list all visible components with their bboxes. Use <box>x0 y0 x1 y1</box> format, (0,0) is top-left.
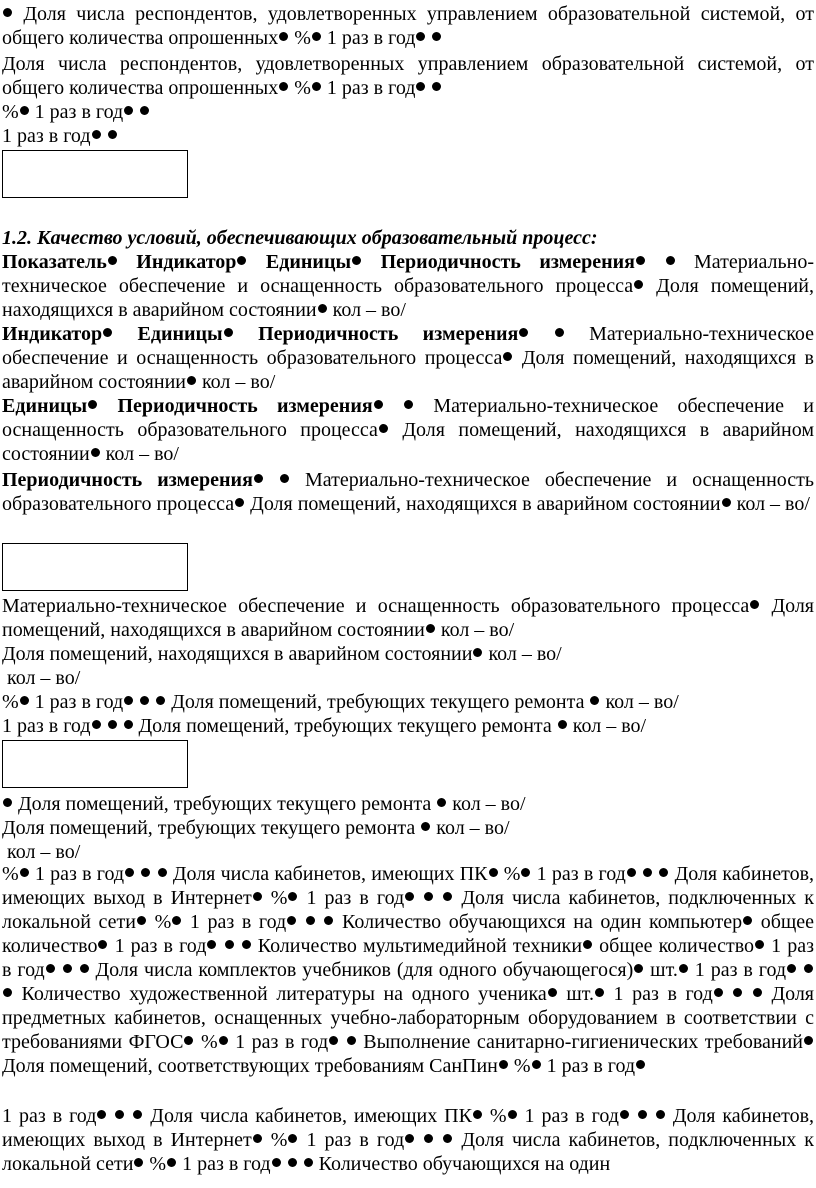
bullet-dot <box>489 868 498 877</box>
bullet-dot <box>167 1158 176 1167</box>
paragraph-16: кол – во/ <box>2 841 81 863</box>
bullet-dot <box>503 352 512 361</box>
paragraph-7: Единицы Периодичность измерения Материально-техническое обеспечение и оснащенность образовательного процесса Доля помещений, находящихся в аварийном состоянии кол – во/ <box>2 395 815 465</box>
bullet-dot <box>499 1060 508 1069</box>
paragraph-11: кол – во/ <box>2 667 81 689</box>
bullet-dot <box>140 106 149 115</box>
bullet-dot <box>63 964 72 973</box>
bullet-dot <box>288 1134 297 1143</box>
paragraph-4: 1 раз в год <box>2 124 814 148</box>
paragraph-6: Индикатор Единицы Периодичность измерения Материально-техническое обеспечение и оснащенность образовательного процесса Доля помещений, находящихся в аварийном состоянии кол – во/ <box>2 323 815 393</box>
bullet-dot <box>743 916 752 925</box>
paragraph-18: 1 раз в год Доля числа кабинетов, имеющих ПК % 1 раз в год Доля кабинетов, имеющих выход в Интернет % 1 раз в год Доля числа кабинетов, подключенных к локальной сети % 1 раз в год Количество обучающихся на один <box>2 1105 815 1175</box>
bullet-dot <box>636 1060 645 1069</box>
paragraph-3: % 1 раз в год <box>2 100 814 124</box>
bullet-dot <box>91 448 100 457</box>
bullet-dot <box>124 106 133 115</box>
bullet-dot <box>722 498 731 507</box>
bullet-dot <box>666 256 675 265</box>
bullet-dot <box>404 400 413 409</box>
bullet-dot <box>659 868 668 877</box>
bullet-dot <box>714 988 723 997</box>
bullet-dot <box>329 1036 338 1045</box>
bullet-dot <box>124 720 133 729</box>
paragraph-8: Периодичность измерения Материально-техническое обеспечение и оснащенность образовательного процесса Доля помещений, находящихся в аварийном состоянии кол – во/ <box>2 469 815 515</box>
bullet-dot <box>134 1158 143 1167</box>
bullet-dot <box>103 328 112 337</box>
bullet-dot <box>108 256 117 265</box>
bullet-dot <box>224 328 233 337</box>
bullet-dot <box>279 32 288 41</box>
bullet-dot <box>437 798 446 807</box>
bullet-dot <box>219 1036 228 1045</box>
bullet-dot <box>253 1134 262 1143</box>
bullet-dot <box>473 1110 482 1119</box>
bullet-dot <box>172 916 181 925</box>
bullet-dot <box>156 696 165 705</box>
paragraph-12: % 1 раз в год Доля помещений, требующих текущего ремонта кол – во/ <box>2 691 679 713</box>
bullet-dot <box>306 916 315 925</box>
paragraph-5: Показатель Индикатор Единицы Периодичность измерения Материально-техническое обеспечение и оснащенность образовательного процесса Доля помещений, находящихся в аварийном состоянии кол – во/ <box>2 251 815 321</box>
bullet-dot <box>288 1158 297 1167</box>
bullet-dot <box>804 1036 813 1045</box>
bullet-dot <box>324 916 333 925</box>
bullet-dot <box>312 82 321 91</box>
bullet-dot <box>443 892 452 901</box>
bullet-dot <box>638 1110 647 1119</box>
bullet-dot <box>92 130 101 139</box>
bullet-dot <box>108 720 117 729</box>
bullet-dot <box>3 8 12 17</box>
bullet-dot <box>634 964 643 973</box>
bullet-dot <box>242 940 251 949</box>
paragraph-2: Доля числа респондентов, удовлетворенных управлением образовательной системой, от общего количества опрошенных % 1 раз в год <box>2 53 814 99</box>
bullet-dot <box>443 1134 452 1143</box>
bullet-dot <box>158 868 167 877</box>
paragraph-15: Доля помещений, требующих текущего ремонта кол – во/ <box>2 817 510 839</box>
bullet-dot <box>115 1110 124 1119</box>
bullet-dot <box>416 82 425 91</box>
bullet-dot <box>141 868 150 877</box>
bullet-dot <box>627 868 636 877</box>
paragraph-1: Доля числа респондентов, удовлетворенных управлением образовательной системой, от общего количества опрошенных % 1 раз в год <box>2 3 814 49</box>
bullet-dot <box>421 822 430 831</box>
bullet-dot <box>187 376 196 385</box>
paragraph-10: Доля помещений, находящихся в аварийном состоянии кол – во/ <box>2 643 562 665</box>
bullet-dot <box>519 328 528 337</box>
section-heading: 1.2. Качество условий, обеспечивающих образовательный процесс: <box>2 227 598 249</box>
bullet-dot <box>124 696 133 705</box>
bullet-dot <box>140 696 149 705</box>
bullet-dot <box>3 988 12 997</box>
bullet-dot <box>583 940 592 949</box>
empty-box-3 <box>2 740 188 788</box>
bullet-dot <box>590 696 599 705</box>
bullet-dot <box>753 988 762 997</box>
bullet-dot <box>405 892 414 901</box>
bullet-dot <box>755 940 764 949</box>
bullet-dot <box>804 964 813 973</box>
bullet-dot <box>787 964 796 973</box>
bullet-dot <box>679 964 688 973</box>
bullet-dot <box>347 1036 356 1045</box>
bullet-dot <box>272 1158 281 1167</box>
bullet-dot <box>20 868 29 877</box>
bullet-dot <box>424 1134 433 1143</box>
bullet-dot <box>125 868 134 877</box>
bullet-dot <box>634 280 643 289</box>
bullet-dot <box>98 940 107 949</box>
bullet-dot <box>432 32 441 41</box>
bullet-dot <box>750 600 759 609</box>
bullet-dot <box>620 1110 629 1119</box>
bullet-dot <box>304 1158 313 1167</box>
bullet-dot <box>595 988 604 997</box>
bullet-dot <box>3 798 12 807</box>
bullet-dot <box>405 1134 414 1143</box>
bullet-dot <box>80 964 89 973</box>
bullet-dot <box>137 916 146 925</box>
bullet-dot <box>318 304 327 313</box>
bullet-dot <box>108 130 117 139</box>
bullet-dot <box>280 474 289 483</box>
bullet-dot <box>636 256 645 265</box>
bullet-dot <box>92 720 101 729</box>
bullet-dot <box>473 648 482 657</box>
bullet-dot <box>521 868 530 877</box>
bullet-dot <box>352 256 361 265</box>
bullet-dot <box>237 256 246 265</box>
paragraph-17: % 1 раз в год Доля числа кабинетов, имеющих ПК % 1 раз в год Доля кабинетов, имеющих выход в Интернет % 1 раз в год Доля числа кабинетов, подключенных к локальной сети % 1 раз в год Количество обучающихся на один компьютер общее количество 1 раз в год Количество мультимедийной техники общее количество 1 раз в год Доля числа комплектов учебников (для одного обучающегося) шт. 1 раз в год Количество художественной литературы на одного ученика шт. 1 раз в год Доля предметных кабинетов, оснащенных учебно-лабораторным оборудованием в соответствии с требованиями ФГОС % 1 раз в год Выполнение санитарно-гигиенических требований Доля помещений, соответствующих требованиям СанПин % 1 раз в год <box>2 863 815 1077</box>
bullet-dot <box>20 106 29 115</box>
bullet-dot <box>97 1110 106 1119</box>
bullet-dot <box>656 1110 665 1119</box>
bullet-dot <box>287 916 296 925</box>
bullet-dot <box>312 32 321 41</box>
paragraph-14: Доля помещений, требующих текущего ремонта кол – во/ <box>2 792 814 816</box>
bullet-dot <box>225 940 234 949</box>
bullet-dot <box>643 868 652 877</box>
bullet-dot <box>46 964 55 973</box>
bullet-dot <box>374 400 383 409</box>
bullet-dot <box>426 624 435 633</box>
bullet-dot <box>508 1110 517 1119</box>
bullet-dot <box>20 696 29 705</box>
bullet-dot <box>379 424 388 433</box>
paragraph-13: 1 раз в год Доля помещений, требующих текущего ремонта кол – во/ <box>2 715 647 737</box>
bullet-dot <box>555 328 564 337</box>
bullet-dot <box>432 82 441 91</box>
bullet-dot <box>235 498 244 507</box>
bullet-dot <box>88 400 97 409</box>
bullet-dot <box>416 32 425 41</box>
bullet-dot <box>558 720 567 729</box>
bullet-dot <box>207 940 216 949</box>
bullet-dot <box>532 1060 541 1069</box>
paragraph-9: Материально-техническое обеспечение и оснащенность образовательного процесса Доля помещений, находящихся в аварийном состоянии кол – во/ <box>2 595 815 641</box>
bullet-dot <box>288 892 297 901</box>
bullet-dot <box>253 892 262 901</box>
bullet-dot <box>733 988 742 997</box>
bullet-dot <box>133 1110 142 1119</box>
bullet-dot <box>548 988 557 997</box>
bullet-dot <box>254 474 263 483</box>
empty-box-1 <box>2 150 188 198</box>
bullet-dot <box>279 82 288 91</box>
bullet-dot <box>424 892 433 901</box>
bullet-dot <box>184 1036 193 1045</box>
empty-box-2 <box>2 543 188 591</box>
